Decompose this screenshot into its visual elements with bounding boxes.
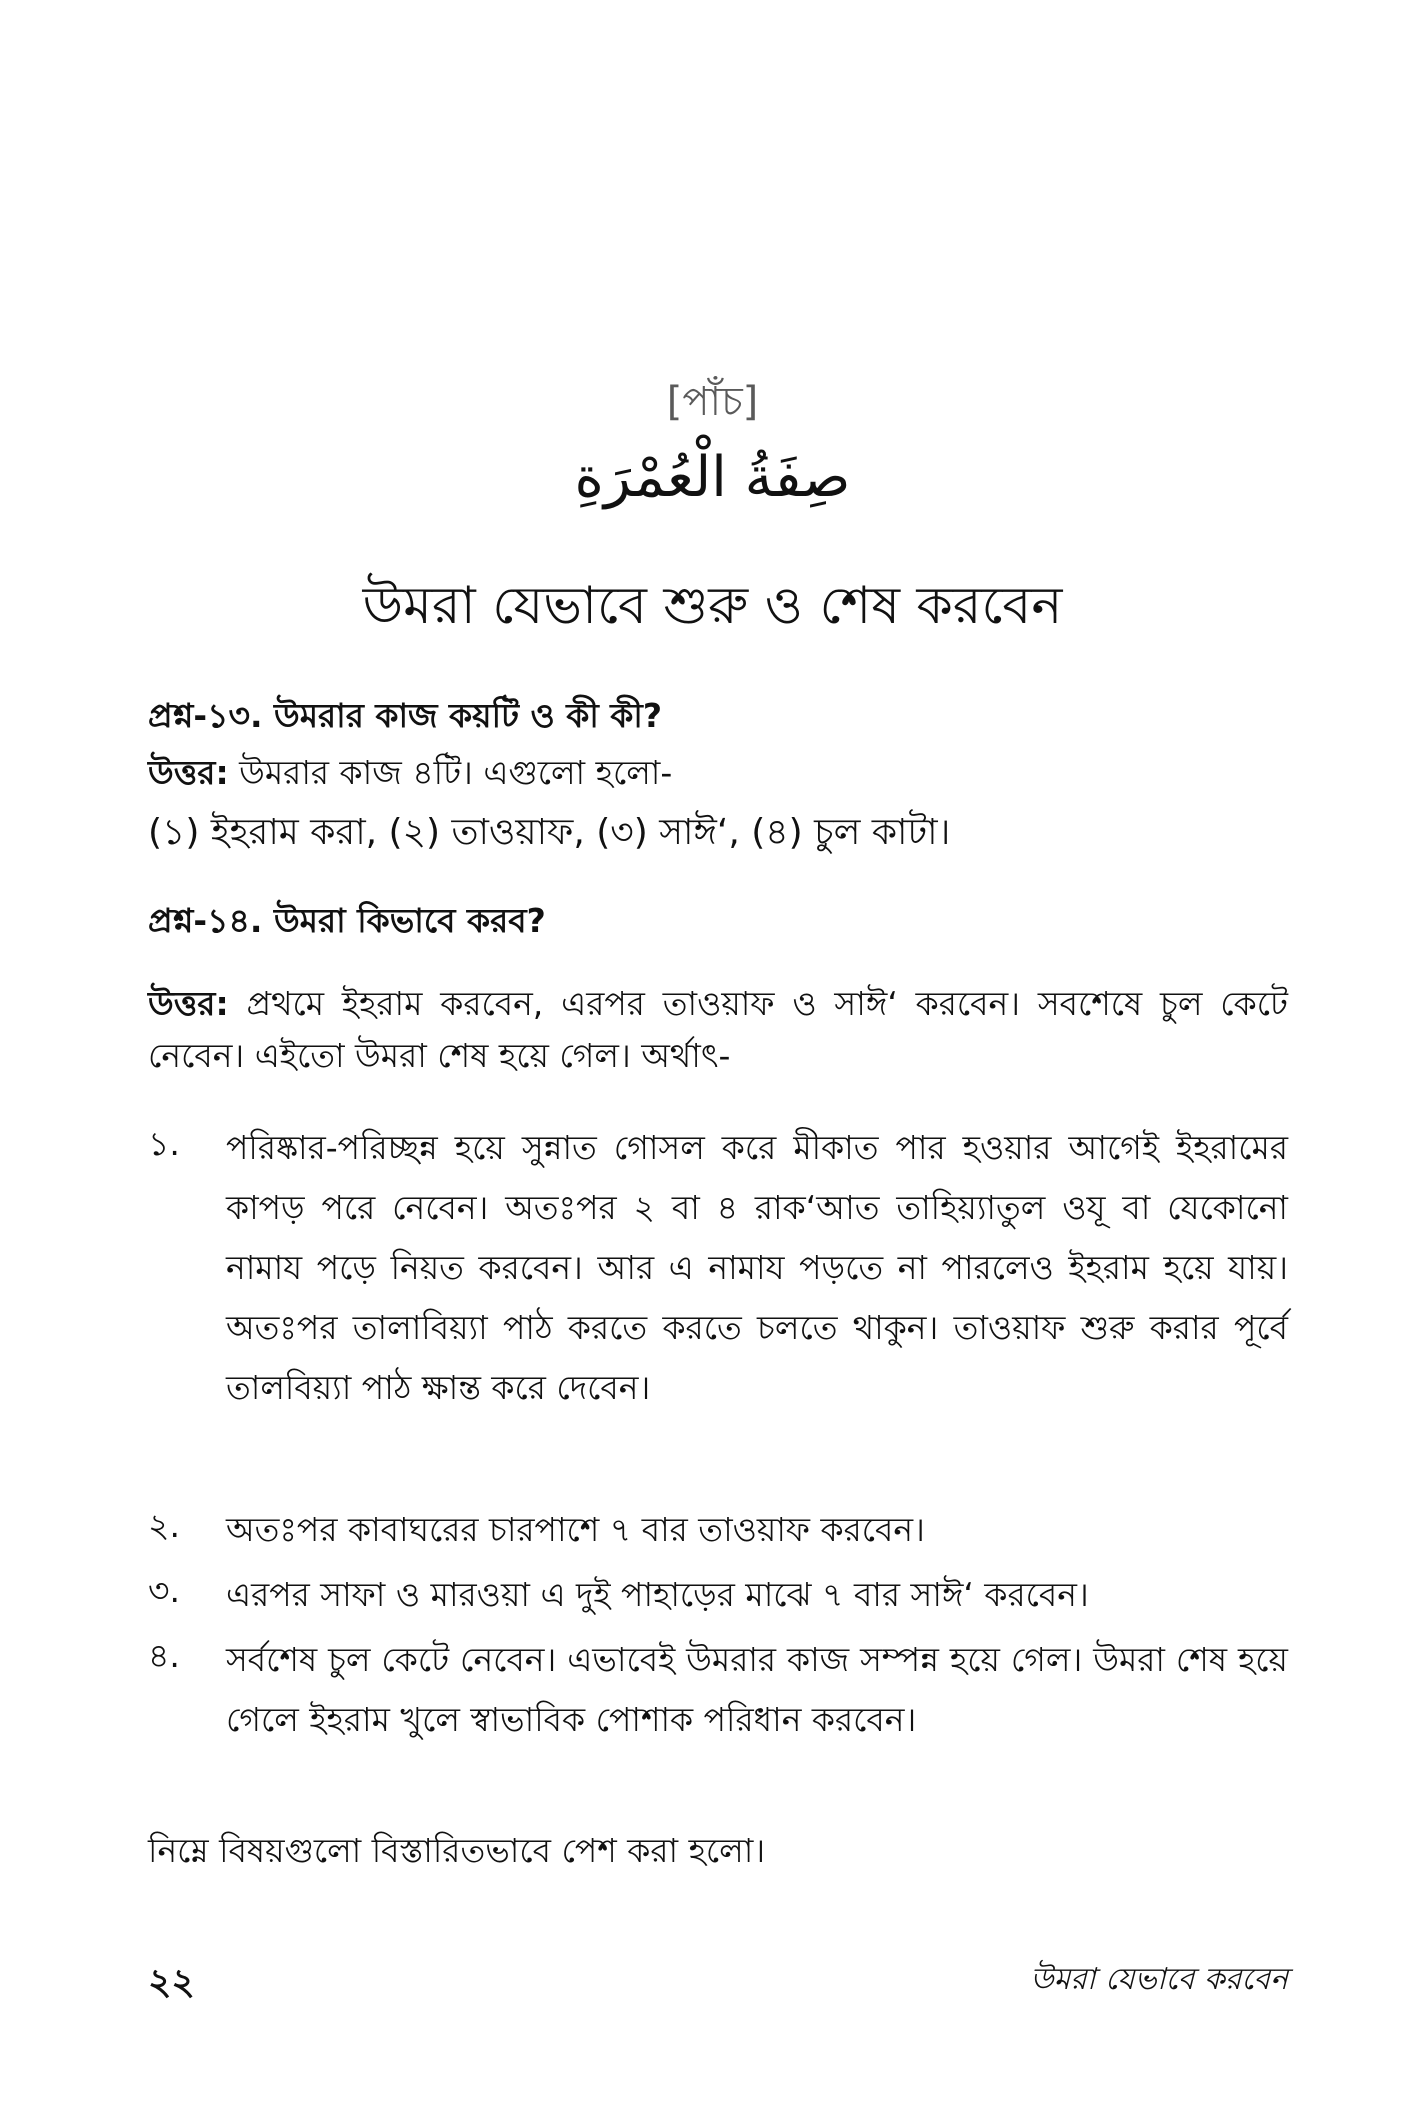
- answer-label: উত্তর:: [148, 753, 229, 792]
- list-item: [148, 1630, 1288, 1750]
- list-item-text: সর্বশেষ চুল কেটে নেবেন। এভাবেই উমরার কাজ সম্পন্ন হয়ে গেল। উমরা শেষ হয়ে গেলে ইহরাম খুলে স্বাভাবিক পোশাক পরিধান করবেন।: [226, 1640, 1288, 1739]
- list-item-number: ৩.: [148, 1571, 180, 1610]
- answer-text: প্রথমে ইহরাম করবেন, এরপর তাওয়াফ ও সাঈ‘ করবেন। সবশেষে চুল কেটে নেবেন। এইতো উমরা শেষ হয়ে গেল। অর্থাৎ-: [148, 984, 1288, 1075]
- answer-13-list: (১) ইহরাম করা, (২) তাওয়াফ, (৩) সাঈ‘, (৪) চুল কাটা।: [148, 812, 951, 853]
- chapter-title: উমরা যেভাবে শুরু ও শেষ করবেন: [362, 576, 1063, 636]
- list-item-text: এরপর সাফা ও মারওয়া এ দুই পাহাড়ের মাঝে ৭ বার সাঈ‘ করবেন।: [226, 1575, 1089, 1614]
- page-number: ২২: [148, 1962, 195, 2003]
- list-item-number: ৪.: [148, 1636, 180, 1675]
- question-13: প্রশ্ন-১৩. উমরার কাজ কয়টি ও কী কী?: [148, 696, 662, 735]
- list-item: [148, 1500, 1288, 1560]
- closing-line: নিম্নে বিষয়গুলো বিস্তারিতভাবে পেশ করা হলো।: [148, 1831, 766, 1870]
- list-item-text: পরিষ্কার-পরিচ্ছন্ন হয়ে সুন্নাত গোসল করে মীকাত পার হওয়ার আগেই ইহরামের কাপড় পরে নেবেন। অতঃপর ২ বা ৪ রাক‘আত তাহিয়্যাতুল ওযূ বা যেকোনো নামায পড়ে নিয়ত করবেন। আর এ নামায পড়তে না পারলেও ইহরাম হয়ে যায়। অতঃপর তালাবিয়্যা পাঠ করতে করতে চলতে থাকুন। তাওয়াফ শুরু করার পূর্বে তালবিয়্যা পাঠ ক্ষান্ত করে দেবেন।: [226, 1128, 1288, 1407]
- list-item-text: অতঃপর কাবাঘরের চারপাশে ৭ বার তাওয়াফ করবেন।: [226, 1510, 925, 1549]
- answer-label: উত্তর:: [148, 984, 229, 1023]
- arabic-title: صِفَةُ الْعُمْرَةِ: [574, 445, 851, 510]
- list-item: [148, 1118, 1288, 1418]
- list-item: [148, 1565, 1288, 1625]
- chapter-number: [পাঁচ]: [666, 379, 759, 425]
- answer-13: [148, 747, 672, 803]
- answer-14: [148, 978, 1288, 1082]
- answer-text: উমরার কাজ ৪টি। এগুলো হলো-: [228, 753, 673, 792]
- list-item-number: ১.: [148, 1124, 180, 1163]
- running-title: উমরা যেভাবে করবেন: [1030, 1962, 1288, 1997]
- list-item-number: ২.: [148, 1506, 180, 1545]
- question-14: প্রশ্ন-১৪. উমরা কিভাবে করব?: [148, 901, 546, 940]
